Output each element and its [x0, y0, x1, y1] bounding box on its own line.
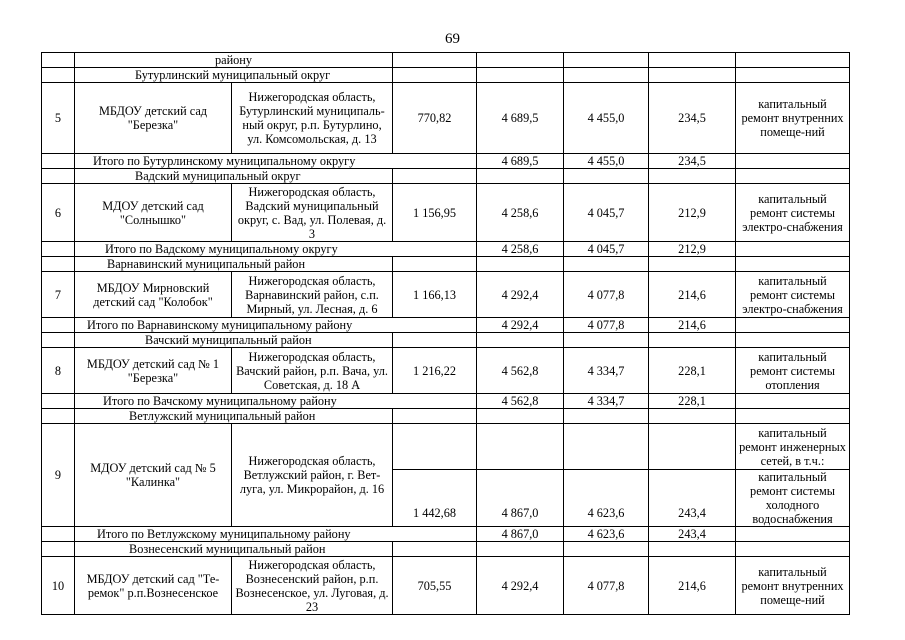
total-local: 212,9 — [649, 242, 736, 257]
total-label: Итого по Варнавинскому муниципальному району — [75, 318, 477, 333]
table-row — [42, 83, 850, 154]
work-type: капитальный ремонт системы электро-снабжения — [736, 184, 850, 242]
total-value: 4 258,6 — [477, 184, 564, 242]
section-title: Ветлужский муниципальный район — [75, 409, 393, 424]
row-number: 6 — [42, 184, 75, 242]
work-type: капитальный ремонт системы отопления — [736, 348, 850, 394]
total-sum: 4 258,6 — [477, 242, 564, 257]
area-value: 1 216,22 — [393, 348, 477, 394]
institution-name: МБДОУ детский сад "Березка" — [75, 83, 232, 154]
regional-value: 4 045,7 — [564, 184, 649, 242]
local-value: 234,5 — [649, 83, 736, 154]
total-row — [42, 154, 850, 169]
regional-value: 4 455,0 — [564, 83, 649, 154]
row-number: 5 — [42, 83, 75, 154]
total-value: 4 689,5 — [477, 83, 564, 154]
section-title: Вознесенский муниципальный район — [75, 542, 393, 557]
total-local: 228,1 — [649, 394, 736, 409]
work-type: капитальный ремонт системы электро-снабжения — [736, 272, 850, 318]
institution-name: МДОУ детский сад "Солнышко" — [75, 184, 232, 242]
address: Нижегородская область, Вачский район, р.п. Вача, ул. Советская, д. 18 А — [232, 348, 393, 394]
row-number: 7 — [42, 272, 75, 318]
total-label: Итого по Вадскому муниципальному округу — [75, 242, 477, 257]
table-row — [42, 184, 850, 242]
table-row — [42, 424, 850, 470]
total-row — [42, 242, 850, 257]
facility-repair-table — [41, 52, 850, 615]
section-title: Варнавинский муниципальный район — [75, 257, 393, 272]
table-row — [42, 557, 850, 615]
total-local: 234,5 — [649, 154, 736, 169]
total-local: 214,6 — [649, 318, 736, 333]
work-type: капитальный ремонт системы холодного водоснабжения — [736, 470, 850, 527]
institution-name: МДОУ детский сад № 5 "Калинка" — [75, 424, 232, 527]
area-value: 1 166,13 — [393, 272, 477, 318]
total-value: 4 292,4 — [477, 272, 564, 318]
continued-header: району — [75, 53, 393, 68]
total-value: 4 562,8 — [477, 348, 564, 394]
regional-value: 4 623,6 — [564, 470, 649, 527]
total-regional: 4 623,6 — [564, 527, 649, 542]
table-row — [42, 348, 850, 394]
section-title: Вачский муниципальный район — [75, 333, 393, 348]
regional-value: 4 334,7 — [564, 348, 649, 394]
section-title: Вадский муниципальный округ — [75, 169, 393, 184]
total-sum: 4 689,5 — [477, 154, 564, 169]
row-number: 8 — [42, 348, 75, 394]
total-regional: 4 334,7 — [564, 394, 649, 409]
area-value: 1 156,95 — [393, 184, 477, 242]
local-value: 212,9 — [649, 184, 736, 242]
total-sum: 4 292,4 — [477, 318, 564, 333]
area-value: 705,55 — [393, 557, 477, 615]
work-type-header: капитальный ремонт инженерных сетей, в т.ч.: — [736, 424, 850, 470]
address: Нижегородская область, Бутурлинский муниципаль-ный округ, р.п. Бутурлино, ул. Комсомольская, д. 13 — [232, 83, 393, 154]
total-row — [42, 527, 850, 542]
row-number: 9 — [42, 424, 75, 527]
section-header-row — [42, 333, 850, 348]
area-value: 1 442,68 — [393, 470, 477, 527]
section-header-row — [42, 257, 850, 272]
table-row — [42, 53, 850, 68]
section-header-row — [42, 169, 850, 184]
total-regional: 4 455,0 — [564, 154, 649, 169]
regional-value: 4 077,8 — [564, 557, 649, 615]
total-regional: 4 077,8 — [564, 318, 649, 333]
row-number: 10 — [42, 557, 75, 615]
address: Нижегородская область, Вадский муниципальный округ, с. Вад, ул. Полевая, д. 3 — [232, 184, 393, 242]
total-row — [42, 318, 850, 333]
total-sum: 4 562,8 — [477, 394, 564, 409]
page-number: 69 — [445, 31, 460, 47]
local-value: 214,6 — [649, 272, 736, 318]
total-row — [42, 394, 850, 409]
total-label: Итого по Вачскому муниципальному району — [75, 394, 477, 409]
total-label: Итого по Ветлужскому муниципальному району — [75, 527, 477, 542]
institution-name: МБДОУ детский сад "Те-ремок" р.п.Вознесенское — [75, 557, 232, 615]
total-local: 243,4 — [649, 527, 736, 542]
area-value: 770,82 — [393, 83, 477, 154]
section-header-row — [42, 409, 850, 424]
institution-name: МБДОУ детский сад № 1 "Березка" — [75, 348, 232, 394]
address: Нижегородская область, Ветлужский район, г. Вет-луга, ул. Микрорайон, д. 16 — [232, 424, 393, 527]
regional-value: 4 077,8 — [564, 272, 649, 318]
total-regional: 4 045,7 — [564, 242, 649, 257]
section-header-row — [42, 68, 850, 83]
local-value: 243,4 — [649, 470, 736, 527]
work-type: капитальный ремонт внутренних помеще-ний — [736, 557, 850, 615]
local-value: 228,1 — [649, 348, 736, 394]
local-value: 214,6 — [649, 557, 736, 615]
total-label: Итого по Бутурлинскому муниципальному округу — [75, 154, 477, 169]
work-type: капитальный ремонт внутренних помеще-ний — [736, 83, 850, 154]
institution-name: МБДОУ Мирновский детский сад "Колобок" — [75, 272, 232, 318]
total-sum: 4 867,0 — [477, 527, 564, 542]
address: Нижегородская область, Вознесенский район, р.п. Вознесенское, ул. Луговая, д. 23 — [232, 557, 393, 615]
total-value: 4 292,4 — [477, 557, 564, 615]
section-title: Бутурлинский муниципальный округ — [75, 68, 393, 83]
section-header-row — [42, 542, 850, 557]
total-value: 4 867,0 — [477, 470, 564, 527]
address: Нижегородская область, Варнавинский район, с.п. Мирный, ул. Лесная, д. 6 — [232, 272, 393, 318]
table-row — [42, 272, 850, 318]
